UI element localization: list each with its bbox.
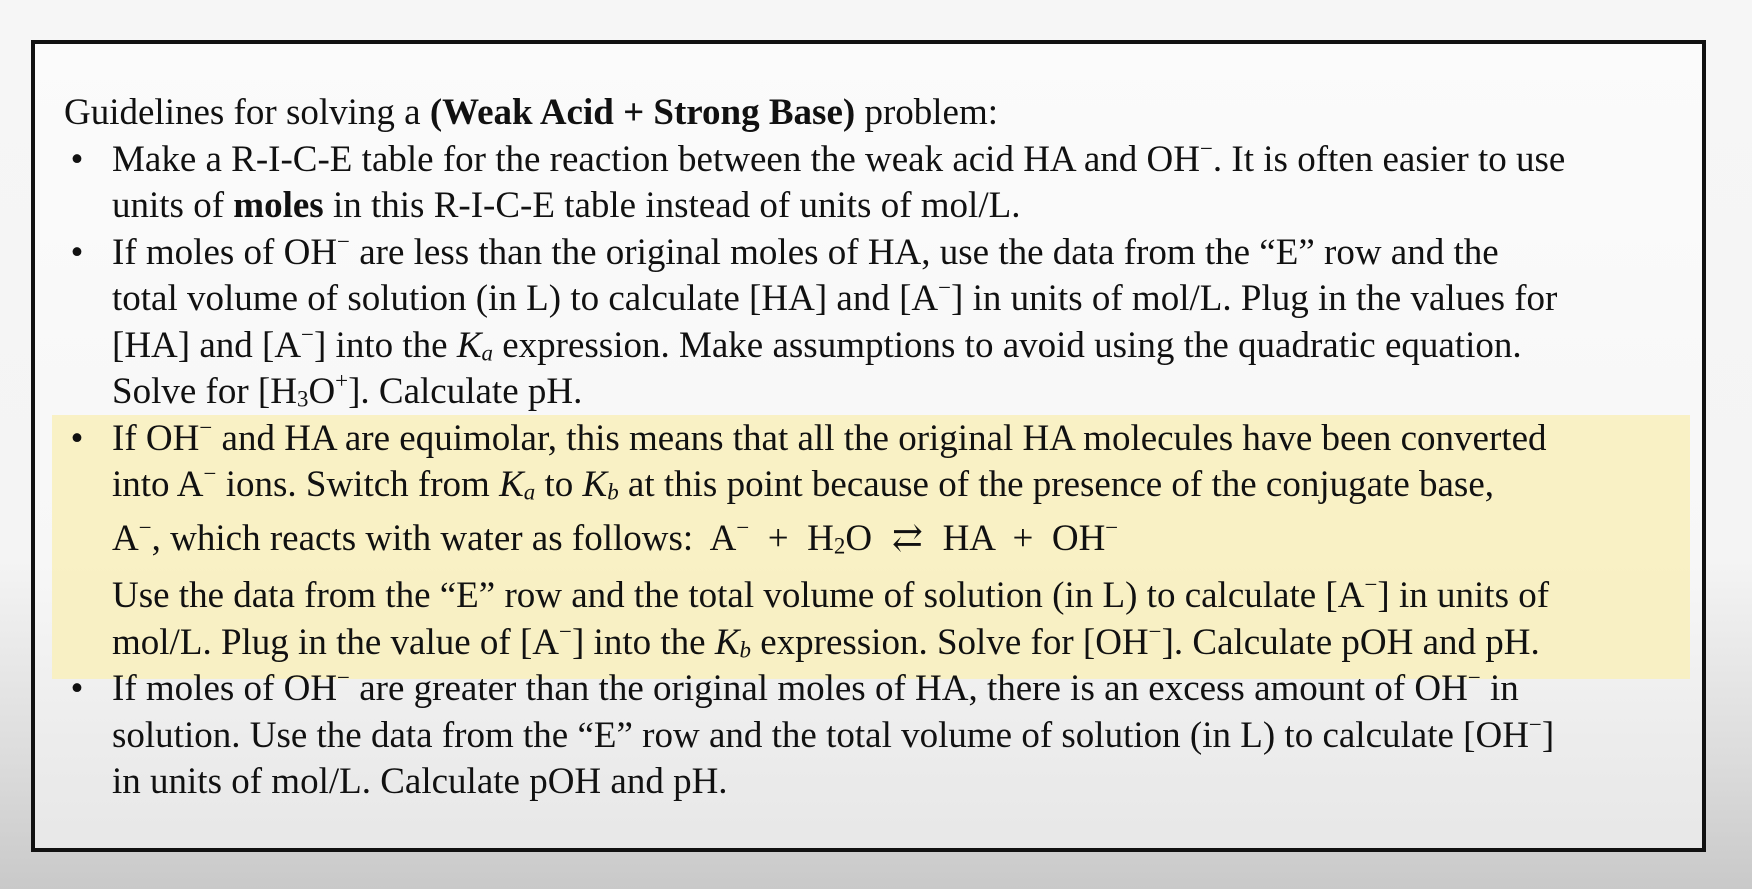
bullet-2-line-3: [HA] and [A−] into the $K_a$ expression. Make assumptions to avoid using the quadratic equation. [112,321,1522,366]
bullet-4-line-3: in units of mol/L. Calculate pOH and pH. [112,761,728,802]
bullet-1-line-1: Make a R-I-C-E table for the reaction between the weak acid HA and OH−. It is often easier to use [112,135,1566,180]
bullet-3-line-2: into A− ions. Switch from $K_a$ to $K_b$ at this point because of the presence of the conjugate base, [112,461,1495,505]
bullet-dot: • [70,231,84,273]
heading-suffix: problem: [855,92,999,133]
bullet-item-less-than [64,230,1689,416]
bullet-2-line-2: total volume of solution (in L) to calculate [HA] and [A−] in units of mol/L. Plug in the values for [112,275,1558,319]
bullet-3-line-1: If OH− and HA are equimolar, this means that all the original HA molecules have been converted [112,414,1547,459]
bullet-3-line-5: mol/L. Plug in the value of [A−] into the $K_b$ expression. Solve for [OH−]. Calculate pOH and pH. [112,618,1540,663]
bullet-4-line-1: If moles of OH− are greater than the original moles of HA, there is an excess amount of OH− in [112,665,1519,709]
bullet-item-equimolar [64,416,1689,667]
heading-prefix: Guidelines for solving a [64,92,430,133]
bullet-item-greater-than [64,666,1689,806]
equilibrium-arrow-icon: ⇄ [891,517,923,559]
guidelines-content [64,90,1689,806]
bullet-2-line-1: If moles of OH− are less than the original moles of HA, use the data from the “E” row and the [112,228,1499,273]
bullet-dot: • [70,668,84,709]
bullet-1-line-2: units of moles in this R-I-C-E table instead of units of mol/L. [112,185,1021,226]
bullet-2-line-4: Solve for $[H_3O^+]$. Calculate pH. [112,368,583,412]
bullet-3-reaction-line: A−, which reacts with water as follows: $A^- + H_2O$ ⇄ HA + OH− [112,516,1689,563]
heading-bold: (Weak Acid + Strong Base) [429,92,856,133]
bullet-3-line-4: Use the data from the “E” row and the total volume of solution (in L) to calculate [A−] in units of [112,572,1550,616]
bullet-4-line-2: solution. Use the data from the “E” row and the total volume of solution (in L) to calculate [OH−] [112,711,1555,756]
slide-frame [31,40,1706,852]
bullet-dot: • [70,138,84,180]
bullet-item-rice-table [64,137,1689,230]
guidelines-heading [64,90,1689,137]
bullet-dot: • [70,417,84,459]
